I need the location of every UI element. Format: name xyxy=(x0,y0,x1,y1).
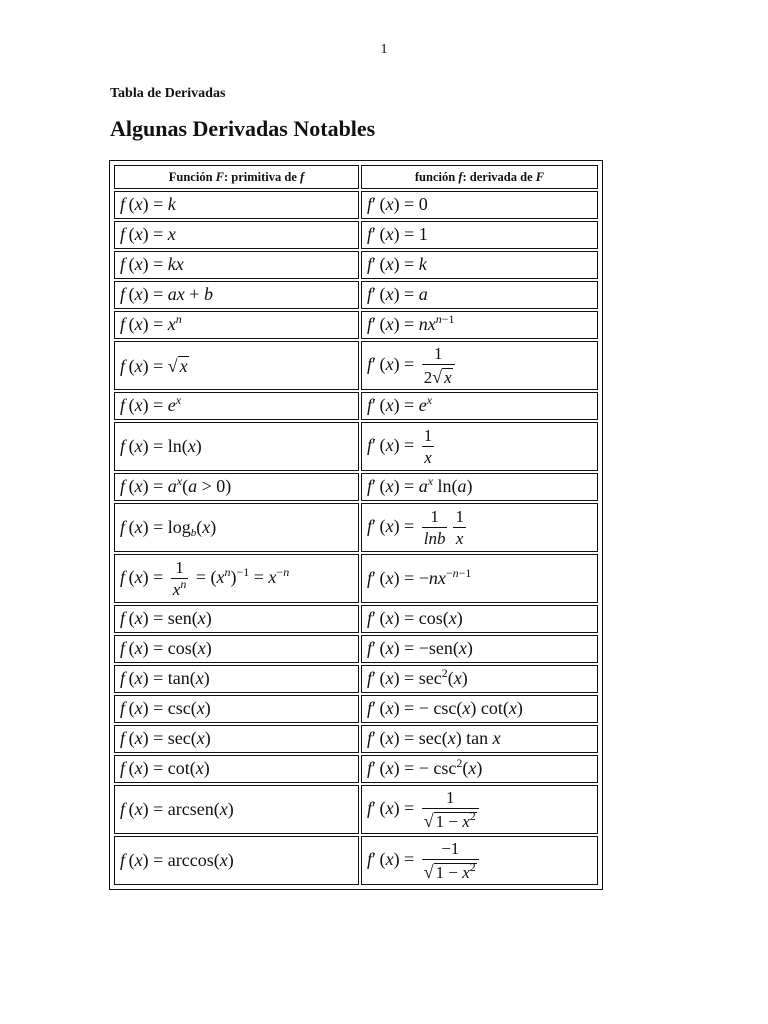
derivative-cell xyxy=(361,554,598,603)
header-derivative-pre: función xyxy=(414,169,459,184)
primitive-formula: f (x) = kx xyxy=(120,254,184,274)
derivative-formula: f′ $(x) = nx^{n-1}$ xyxy=(367,312,455,334)
table-row xyxy=(114,605,598,633)
table-row xyxy=(114,221,598,249)
primitive-cell xyxy=(114,281,359,309)
table-row xyxy=(114,191,598,219)
table-header-row xyxy=(114,165,598,189)
header-derivative-post: : derivada de xyxy=(462,169,536,184)
primitive-formula: f (x) = x xyxy=(120,224,176,244)
primitive-formula: f $(x) = x^n$ xyxy=(120,312,182,334)
derivative-cell xyxy=(361,725,598,753)
derivative-cell xyxy=(361,221,598,249)
table-row xyxy=(114,725,598,753)
derivative-cell xyxy=(361,392,598,420)
table-row xyxy=(114,392,598,420)
derivative-cell xyxy=(361,755,598,783)
header-primitive-pre: Función xyxy=(168,169,216,184)
derivative-formula: f′ (x) = $\frac{1}{√ 1 - x^2}$ xyxy=(367,798,482,818)
table-row xyxy=(114,695,598,723)
primitive-cell xyxy=(114,503,359,552)
table-row xyxy=(114,836,598,885)
primitive-cell xyxy=(114,191,359,219)
derivative-formula: f′ (x) = −sen(x) xyxy=(367,638,473,658)
derivative-formula: f′ (x) = k xyxy=(367,254,427,274)
primitive-cell xyxy=(114,473,359,501)
derivative-cell xyxy=(361,836,598,885)
primitive-cell xyxy=(114,392,359,420)
primitive-cell xyxy=(114,422,359,471)
document-label: Tabla de Derivadas xyxy=(110,86,226,101)
primitive-cell xyxy=(114,695,359,723)
table-row xyxy=(114,251,598,279)
header-primitive-var: F xyxy=(215,169,224,184)
derivative-formula: f′ $(x) = -nx^{-n-1}$ xyxy=(367,565,472,588)
primitive-cell xyxy=(114,725,359,753)
primitive-cell xyxy=(114,554,359,603)
page-number: 1 xyxy=(380,42,388,57)
derivatives-table-body xyxy=(114,191,598,885)
derivative-cell xyxy=(361,311,598,339)
header-primitive xyxy=(114,165,359,189)
derivative-formula: f′ (x) = 1 xyxy=(367,224,428,244)
table-row xyxy=(114,341,598,390)
header-derivative-var2: F xyxy=(535,169,545,184)
primitive-cell xyxy=(114,635,359,663)
derivative-cell xyxy=(361,473,598,501)
derivative-cell xyxy=(361,635,598,663)
derivatives-table-frame xyxy=(109,160,603,890)
derivative-formula: f′ (x) = − csc(x) cot(x) xyxy=(367,698,523,718)
derivative-cell xyxy=(361,281,598,309)
derivative-cell xyxy=(361,341,598,390)
primitive-cell xyxy=(114,311,359,339)
header-primitive-var2: f xyxy=(300,169,305,184)
derivative-formula: f′ (x) = sec(x) tan x xyxy=(367,728,501,748)
derivative-cell xyxy=(361,665,598,693)
derivative-cell xyxy=(361,695,598,723)
derivative-formula: f′ $(x) = a^x$ ln(a) xyxy=(367,474,473,496)
header-derivative xyxy=(361,165,598,189)
table-row xyxy=(114,785,598,834)
primitive-cell xyxy=(114,251,359,279)
derivative-formula: f′ (x) = $\frac{1}{2√ x}$ xyxy=(367,354,458,374)
derivative-formula: f′ (x) = a xyxy=(367,284,428,304)
table-row xyxy=(114,473,598,501)
primitive-formula: f (x) = √ x xyxy=(120,355,188,376)
derivative-formula: f′ (x) = cos(x) xyxy=(367,608,463,628)
table-row xyxy=(114,665,598,693)
primitive-cell xyxy=(114,605,359,633)
derivative-cell xyxy=(361,503,598,552)
primitive-cell xyxy=(114,665,359,693)
derivative-formula: f′ (x) = 0 xyxy=(367,194,428,214)
table-row xyxy=(114,635,598,663)
primitive-formula: f (x) = tan(x) xyxy=(120,668,210,688)
primitive-formula: f (x) = csc(x) xyxy=(120,698,211,718)
primitive-cell xyxy=(114,341,359,390)
table-row xyxy=(114,755,598,783)
primitive-formula: f (x) = cos(x) xyxy=(120,638,212,658)
primitive-formula: f $(x) = a^x(a > 0)$ xyxy=(120,474,232,496)
table-row xyxy=(114,422,598,471)
primitive-formula: f (x) = sen(x) xyxy=(120,608,212,628)
table-row xyxy=(114,503,598,552)
derivative-formula: f′ (x) = $\frac{-1}{√ 1 - x^2}$ xyxy=(367,849,482,869)
primitive-formula: f $(x) = \log_b(x)$ xyxy=(120,516,217,539)
primitive-cell xyxy=(114,755,359,783)
primitive-cell xyxy=(114,836,359,885)
primitive-cell xyxy=(114,785,359,834)
derivative-cell xyxy=(361,605,598,633)
derivative-cell xyxy=(361,191,598,219)
derivatives-table xyxy=(112,163,600,887)
derivative-formula: f′ (x) = − $\csc^2(x)$ xyxy=(367,756,483,778)
derivative-cell xyxy=(361,785,598,834)
table-row xyxy=(114,311,598,339)
primitive-formula: f (x) = sec(x) xyxy=(120,728,211,748)
derivative-formula: f′ $(x) = e^x$ xyxy=(367,393,433,415)
primitive-formula: f (x) = cot(x) xyxy=(120,758,210,778)
primitive-formula: f (x) = ln(x) xyxy=(120,435,202,456)
primitive-cell xyxy=(114,221,359,249)
header-derivative-var: f xyxy=(458,169,463,184)
primitive-formula: f (x) = ax + b xyxy=(120,284,213,304)
derivative-cell xyxy=(361,422,598,471)
primitive-formula: f $(x) = e^x$ xyxy=(120,393,182,415)
page-title: Algunas Derivadas Notables xyxy=(110,116,376,141)
derivative-formula: f′ (x) = $\frac{1}{x}$ xyxy=(367,426,433,467)
table-row xyxy=(114,281,598,309)
primitive-formula: f (x) = arccos(x) xyxy=(120,849,234,870)
primitive-formula: f (x) = k xyxy=(120,194,176,214)
table-row xyxy=(114,554,598,603)
header-primitive-post: : primitiva de xyxy=(224,169,301,184)
derivative-cell xyxy=(361,251,598,279)
primitive-formula: f (x) = $\frac{1}{x^n}$ = $(x^n)^{-1} = x^{-n}$ xyxy=(120,558,290,599)
primitive-formula: f (x) = arcsen(x) xyxy=(120,798,234,819)
derivative-formula: f′ (x) = $\frac{1}{\ln b}$ $\frac{1}{x}$ xyxy=(367,507,464,548)
derivative-formula: f′ $(x) = \sec^2(x)$ xyxy=(367,666,468,688)
